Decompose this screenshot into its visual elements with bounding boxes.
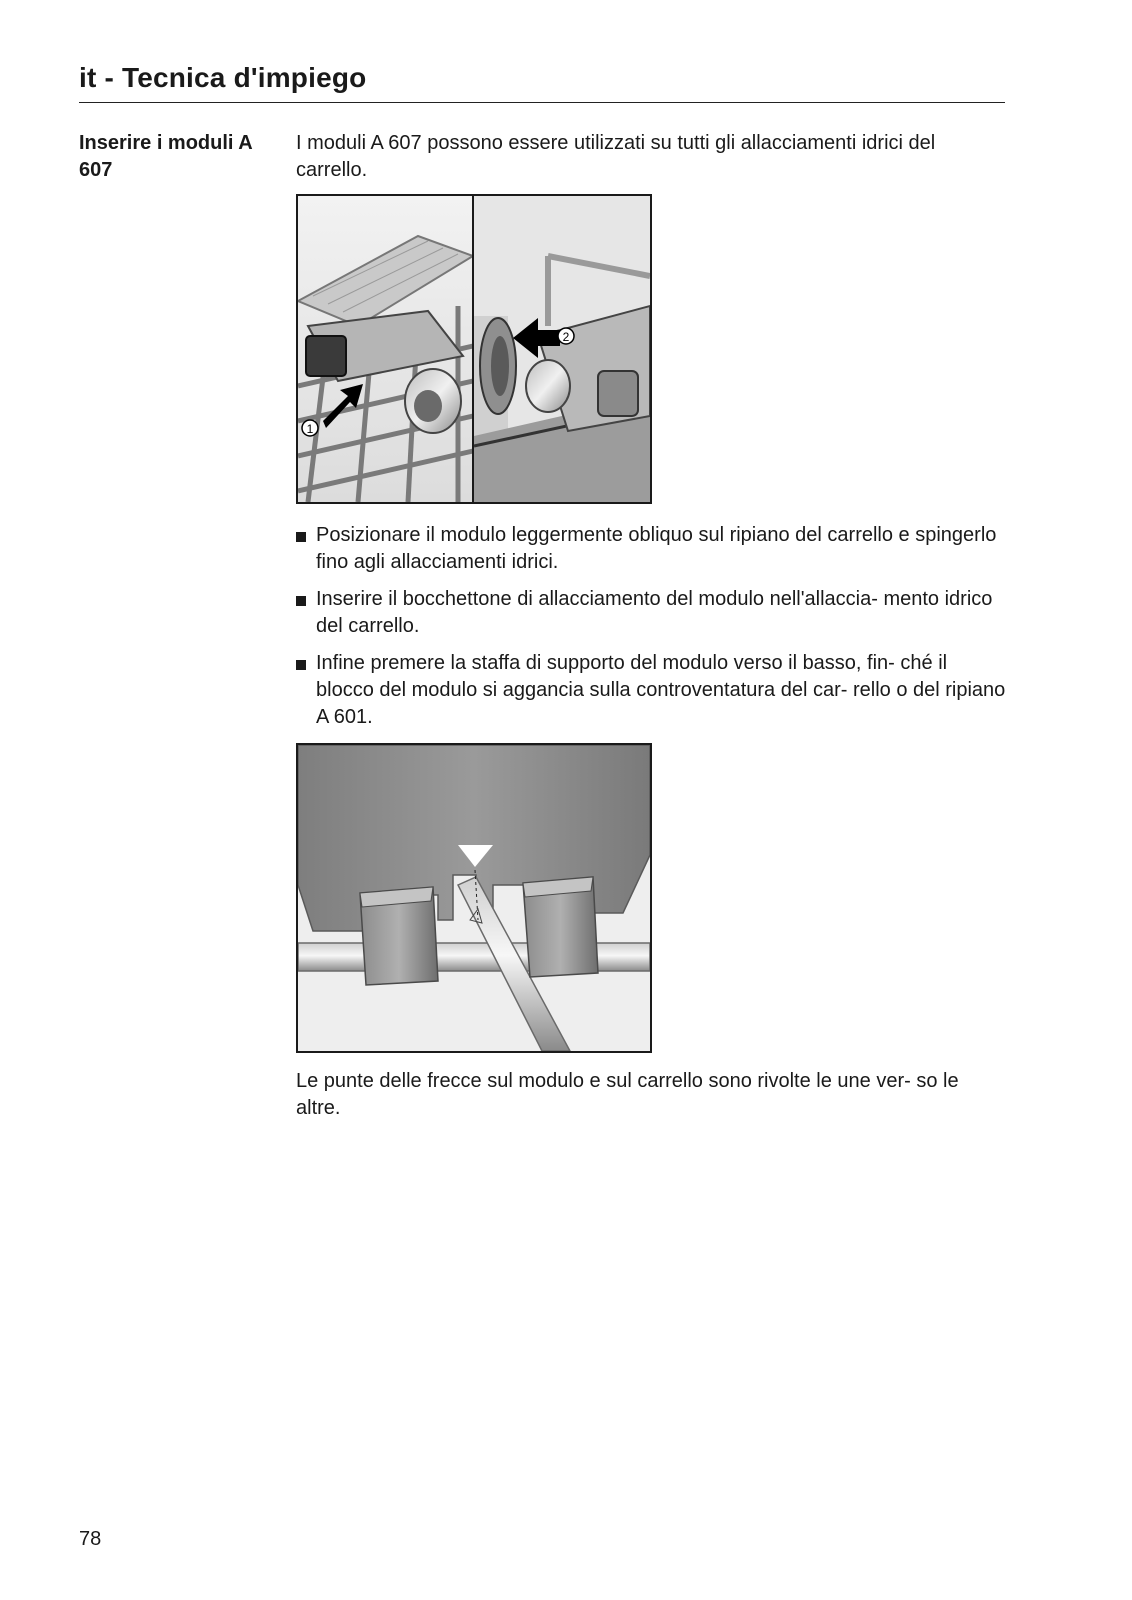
callout-2: 2 — [562, 330, 570, 344]
bullet-square-icon — [296, 532, 306, 542]
bullet-square-icon — [296, 660, 306, 670]
intro-paragraph: I moduli A 607 possono essere utilizzati su tutti gli allacciamenti idrici del carrello. — [296, 132, 936, 181]
module-insertion-illustration — [296, 194, 652, 504]
instruction-list — [296, 522, 1006, 741]
callout-1: 1 — [306, 422, 314, 436]
page-number: 78 — [79, 1528, 102, 1550]
note-paragraph: Le punte delle frecce sul modulo e sul carrello sono rivolte le une ver- so le altre. — [296, 1070, 959, 1119]
list-item: Infine premere la staffa di supporto del modulo verso il basso, fin- ché il blocco del modulo si aggancia sulla controventatura del car- rello o del ripiano A 601. — [296, 650, 1006, 731]
bullet-square-icon — [296, 596, 306, 606]
header-divider — [79, 102, 1005, 103]
page-header-title: it - Tecnica d'impiego — [79, 62, 367, 93]
list-item: Posizionare il modulo leggermente obliquo sul ripiano del carrello e spingerlo fino agli allacciamenti idrici. — [296, 522, 1006, 576]
list-item: Inserire il bocchettone di allacciamento del modulo nell'allaccia- mento idrico del carrello. — [296, 586, 1006, 640]
module-lock-detail-illustration — [296, 743, 652, 1053]
section-heading: Inserire i moduli A 607 — [79, 132, 252, 181]
